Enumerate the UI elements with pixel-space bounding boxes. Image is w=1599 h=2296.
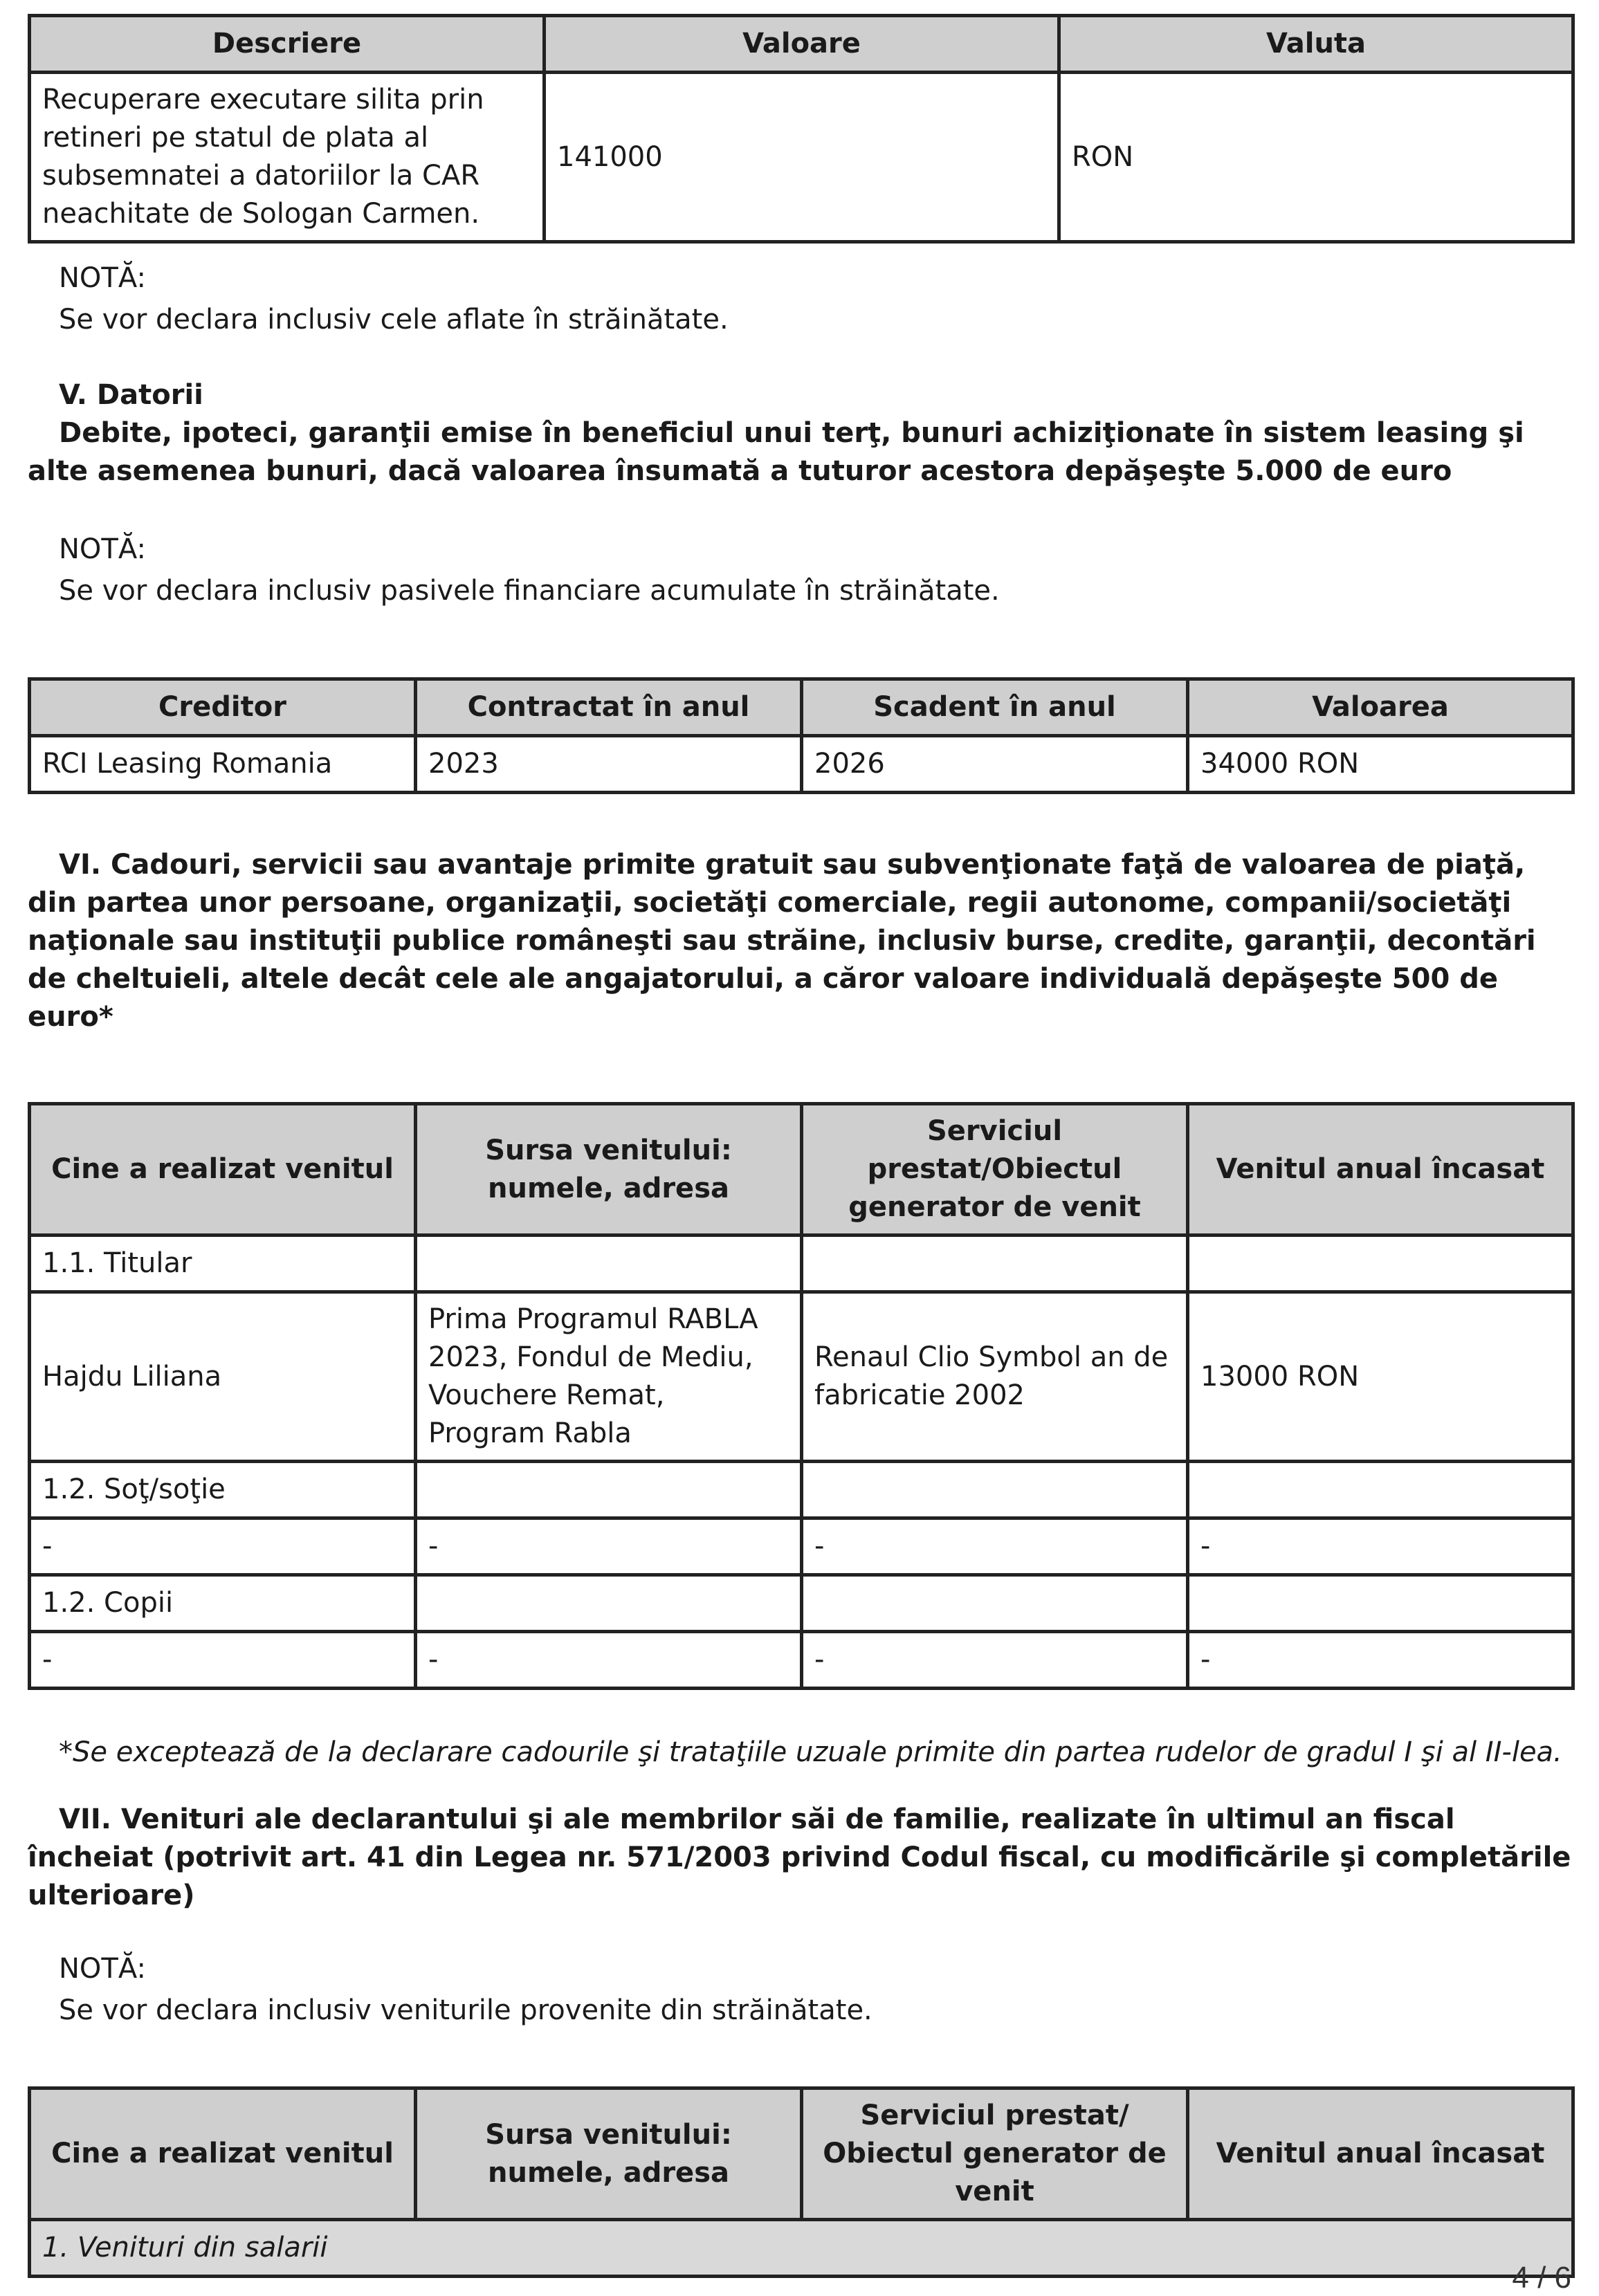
section-v-heading xyxy=(28,376,1571,490)
table-cell: 2026 xyxy=(802,736,1188,793)
table-section-label: 1. Venituri din salarii xyxy=(30,2220,1573,2277)
table-cell: RCI Leasing Romania xyxy=(30,736,416,793)
table-row xyxy=(30,736,1573,793)
column-header: Serviciul prestat/Obiectul generator de venit xyxy=(802,1104,1188,1236)
table-cell: 1.2. Copii xyxy=(30,1575,416,1632)
table-cell: 141000 xyxy=(545,73,1059,242)
column-header: Contractat în anul xyxy=(416,679,802,736)
note-block xyxy=(28,1948,1571,2031)
gifts-table xyxy=(28,1102,1575,1690)
table-row xyxy=(30,1292,1573,1462)
table-cell: Prima Programul RABLA 2023, Fondul de Mediu, Vouchere Remat, Program Rabla xyxy=(416,1292,802,1462)
note-label: NOTĂ: xyxy=(59,1953,146,1985)
column-header: Sursa venitului: numele, adresa xyxy=(416,2088,802,2220)
column-header: Valoare xyxy=(545,16,1059,73)
table-header-row xyxy=(30,1104,1573,1236)
note-block xyxy=(28,257,1571,340)
table-row xyxy=(30,1236,1573,1292)
table-cell xyxy=(802,1236,1188,1292)
table-cell: - xyxy=(416,1518,802,1575)
table-cell xyxy=(1188,1575,1573,1632)
table-cell xyxy=(802,1575,1188,1632)
note-text: Se vor declara inclusiv cele aflate în străinătate. xyxy=(59,304,729,336)
table-header-row xyxy=(30,16,1573,73)
column-header: Creditor xyxy=(30,679,416,736)
table-cell xyxy=(416,1575,802,1632)
column-header: Sursa venitului: numele, adresa xyxy=(416,1104,802,1236)
column-header: Serviciul prestat/ Obiectul generator de venit xyxy=(802,2088,1188,2220)
table-cell: 2023 xyxy=(416,736,802,793)
table-header-row xyxy=(30,2088,1573,2220)
section-vii-heading: VII. Venituri ale declarantului şi ale membrilor săi de familie, realizate în ultimul an fiscal încheiat (potrivit art. 41 din Legea nr. 571/2003 privind Codul fiscal, cu modificările şi completările ulterioare) xyxy=(28,1803,1571,1911)
column-header: Venitul anual încasat xyxy=(1188,2088,1573,2220)
page-number: 4 / 6 xyxy=(1512,2261,1571,2295)
table-row xyxy=(30,1462,1573,1518)
table-cell xyxy=(416,1462,802,1518)
column-header: Scadent în anul xyxy=(802,679,1188,736)
assets-table xyxy=(28,14,1575,244)
note-text: Se vor declara inclusiv veniturile provenite din străinătate. xyxy=(59,1994,872,2026)
table-cell: - xyxy=(802,1518,1188,1575)
table-header-row xyxy=(30,679,1573,736)
column-header: Venitul anual încasat xyxy=(1188,1104,1573,1236)
table-cell: Hajdu Liliana xyxy=(30,1292,416,1462)
gifts-footnote: *Se exceptează de la declarare cadourile şi trataţiile uzuale primite din partea rudelor de gradul I şi al II-lea. xyxy=(59,1736,1562,1768)
table-cell: - xyxy=(1188,1518,1573,1575)
column-header: Valoarea xyxy=(1188,679,1573,736)
section-subtitle: Debite, ipoteci, garanţii emise în beneficiul unui terţ, bunuri achiziţionate în sistem leasing şi alte asemenea bunuri, dacă valoarea însumată a tuturor acestora depăşeşte 5.000 de euro xyxy=(28,417,1524,487)
note-label: NOTĂ: xyxy=(59,533,146,565)
table-cell: 1.2. Soţ/soţie xyxy=(30,1462,416,1518)
income-table xyxy=(28,2086,1575,2278)
table-row xyxy=(30,1632,1573,1689)
table-row xyxy=(30,1575,1573,1632)
table-cell: - xyxy=(1188,1632,1573,1689)
table-cell: Recuperare executare silita prin retineri pe statul de plata al subsemnatei a datoriilor la CAR neachitate de Sologan Carmen. xyxy=(30,73,545,242)
column-header: Cine a realizat venitul xyxy=(30,2088,416,2220)
table-cell xyxy=(1188,1462,1573,1518)
table-cell: - xyxy=(30,1632,416,1689)
table-cell: 13000 RON xyxy=(1188,1292,1573,1462)
table-cell: - xyxy=(30,1518,416,1575)
table-cell: 1.1. Titular xyxy=(30,1236,416,1292)
table-cell: RON xyxy=(1059,73,1573,242)
document-page xyxy=(28,14,1571,2278)
note-block xyxy=(28,529,1571,612)
section-vi-heading: VI. Cadouri, servicii sau avantaje primite gratuit sau subvenţionate faţă de valoarea de piaţă, din partea unor persoane, organizaţii, societăţi comerciale, regii autonome, companii/societăţi naţionale sau instituţii publice româneşti sau străine, inclusiv burse, credite, garanţii, decontări de cheltuieli, altele decât cele ale angajatorului, a căror valoare individuală depăşeşte 500 de euro* xyxy=(28,849,1536,1033)
section-title: V. Datorii xyxy=(59,379,203,411)
table-cell: Renaul Clio Symbol an de fabricatie 2002 xyxy=(802,1292,1188,1462)
table-cell: 34000 RON xyxy=(1188,736,1573,793)
table-row xyxy=(30,73,1573,242)
note-label: NOTĂ: xyxy=(59,262,146,294)
column-header: Descriere xyxy=(30,16,545,73)
table-cell xyxy=(802,1462,1188,1518)
table-cell: - xyxy=(802,1632,1188,1689)
debts-table xyxy=(28,677,1575,794)
column-header: Cine a realizat venitul xyxy=(30,1104,416,1236)
table-cell xyxy=(416,1236,802,1292)
table-cell: - xyxy=(416,1632,802,1689)
column-header: Valuta xyxy=(1059,16,1573,73)
table-row xyxy=(30,1518,1573,1575)
note-text: Se vor declara inclusiv pasivele financiare acumulate în străinătate. xyxy=(59,575,1000,607)
table-section-row xyxy=(30,2220,1573,2277)
table-cell xyxy=(1188,1236,1573,1292)
